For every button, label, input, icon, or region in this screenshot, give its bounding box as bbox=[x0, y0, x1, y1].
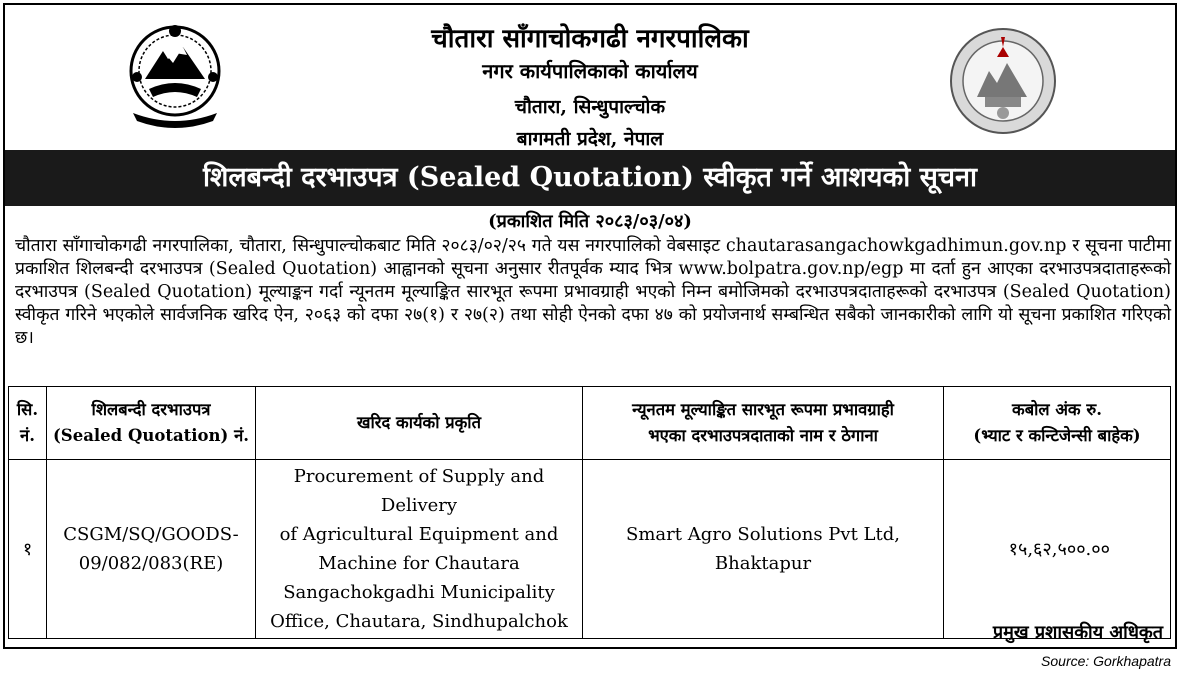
cell-serial: १ bbox=[9, 460, 47, 639]
header-quoted-amount bbox=[944, 387, 1171, 460]
header-serial-line1: सि. bbox=[16, 400, 39, 419]
notice-body-text: चौतारा साँगाचोकगढी नगरपालिका, चौतारा, सिन्धुपाल्चोकबाट मिति २०८३/०२/२५ गते यस नगरपालिको वेबसाइट chautarasangachowkgadhimun.gov.np र सूचना पाटीमा प्रकाशित शिलबन्दी दरभाउपत्र (Sealed Quotation) आह्वानको सूचना अनुसार रीतपूर्वक म्याद भित्र www.bolpatra.gov.np/egp मा दर्ता हुन आएका दरभाउपत्रदाताहरूको दरभाउपत्र (Sealed Quotation) मूल्याङ्कन गर्दा न्यूनतम मूल्याङ्कित सारभूत रूपमा प्रभावग्राही भएको निम्न बमोजिमको दरभाउपत्रदाताहरूको दरभाउपत्र (Sealed Quotation) स्वीकृत गरिने भएकोले सार्वजनिक खरिद ऐन, २०६३ को दफा २७(१) र २७(२) तथा सोही ऐनको दफा ४७ को प्रयोजनार्थ सम्बन्धित सबैको जानकारीको लागि यो सूचना प्रकाशित गरिएको छ। bbox=[15, 236, 1171, 348]
header-procurement-nature: खरिद कार्यको प्रकृति bbox=[256, 387, 583, 460]
cell-procurement-nature bbox=[256, 460, 583, 639]
cell-nature-line2: of Agricultural Equipment and bbox=[279, 524, 559, 545]
header-amount-line2: (भ्याट र कन्टिजेन्सी बाहेक) bbox=[973, 426, 1141, 445]
header-bidder-line1: न्यूनतम मूल्याङ्कित सारभूत रूपमा प्रभावग्राही bbox=[632, 400, 894, 419]
cell-bidder-line1: Smart Agro Solutions Pvt Ltd, bbox=[626, 524, 900, 545]
header-bidder-line2: भएका दरभाउपत्रदाताको नाम र ठेगाना bbox=[648, 426, 878, 445]
municipality-name: चौतारा साँगाचोकगढी नगरपालिका bbox=[431, 24, 749, 54]
header-amount-line1: कबोल अंक रु. bbox=[1012, 400, 1102, 419]
notice-header bbox=[5, 5, 1175, 150]
header-ref-line2: (Sealed Quotation) नं. bbox=[53, 426, 249, 445]
cell-ref-line2: 09/082/083(RE) bbox=[78, 553, 224, 574]
table-header-row bbox=[9, 387, 1171, 460]
quotation-table bbox=[8, 386, 1171, 639]
header-ref-line1: शिलबन्दी दरभाउपत्र bbox=[91, 400, 211, 419]
header-bidder-name bbox=[583, 387, 944, 460]
notice-title-banner: शिलबन्दी दरभाउपत्र (Sealed Quotation) स्वीकृत गर्ने आशयको सूचना bbox=[5, 150, 1175, 206]
cell-bidder-line2: Bhaktapur bbox=[714, 553, 812, 574]
cell-quotation-number bbox=[47, 460, 256, 639]
cell-nature-line4: Sangachokgadhi Municipality bbox=[283, 582, 555, 603]
published-date: (प्रकाशित मिति २०८३/०३/०४) bbox=[488, 211, 692, 232]
signoff-officer: प्रमुख प्रशासकीय अधिकृत bbox=[992, 622, 1163, 643]
table-row bbox=[9, 460, 1171, 639]
cell-nature-line1: Procurement of Supply and Delivery bbox=[293, 466, 545, 516]
cell-nature-line3: Machine for Chautara bbox=[318, 553, 520, 574]
source-credit: Source: Gorkhapatra bbox=[1041, 653, 1171, 669]
cell-quoted-amount: १५,६२,५००.०० bbox=[944, 460, 1171, 639]
office-address: चौतारा, सिन्धुपाल्चोक bbox=[514, 96, 666, 118]
cell-bidder-name bbox=[583, 460, 944, 639]
province-country: बागमती प्रदेश, नेपाल bbox=[516, 128, 664, 150]
office-name: नगर कार्यपालिकाको कार्यालय bbox=[482, 59, 698, 83]
cell-ref-line1: CSGM/SQ/GOODS- bbox=[63, 524, 239, 545]
municipality-logo bbox=[949, 27, 1057, 135]
header-quotation-number bbox=[47, 387, 256, 460]
cell-nature-line5: Office, Chautara, Sindhupalchok bbox=[270, 611, 568, 632]
header-serial-line2: नं. bbox=[20, 426, 35, 445]
header-serial-number bbox=[9, 387, 47, 460]
